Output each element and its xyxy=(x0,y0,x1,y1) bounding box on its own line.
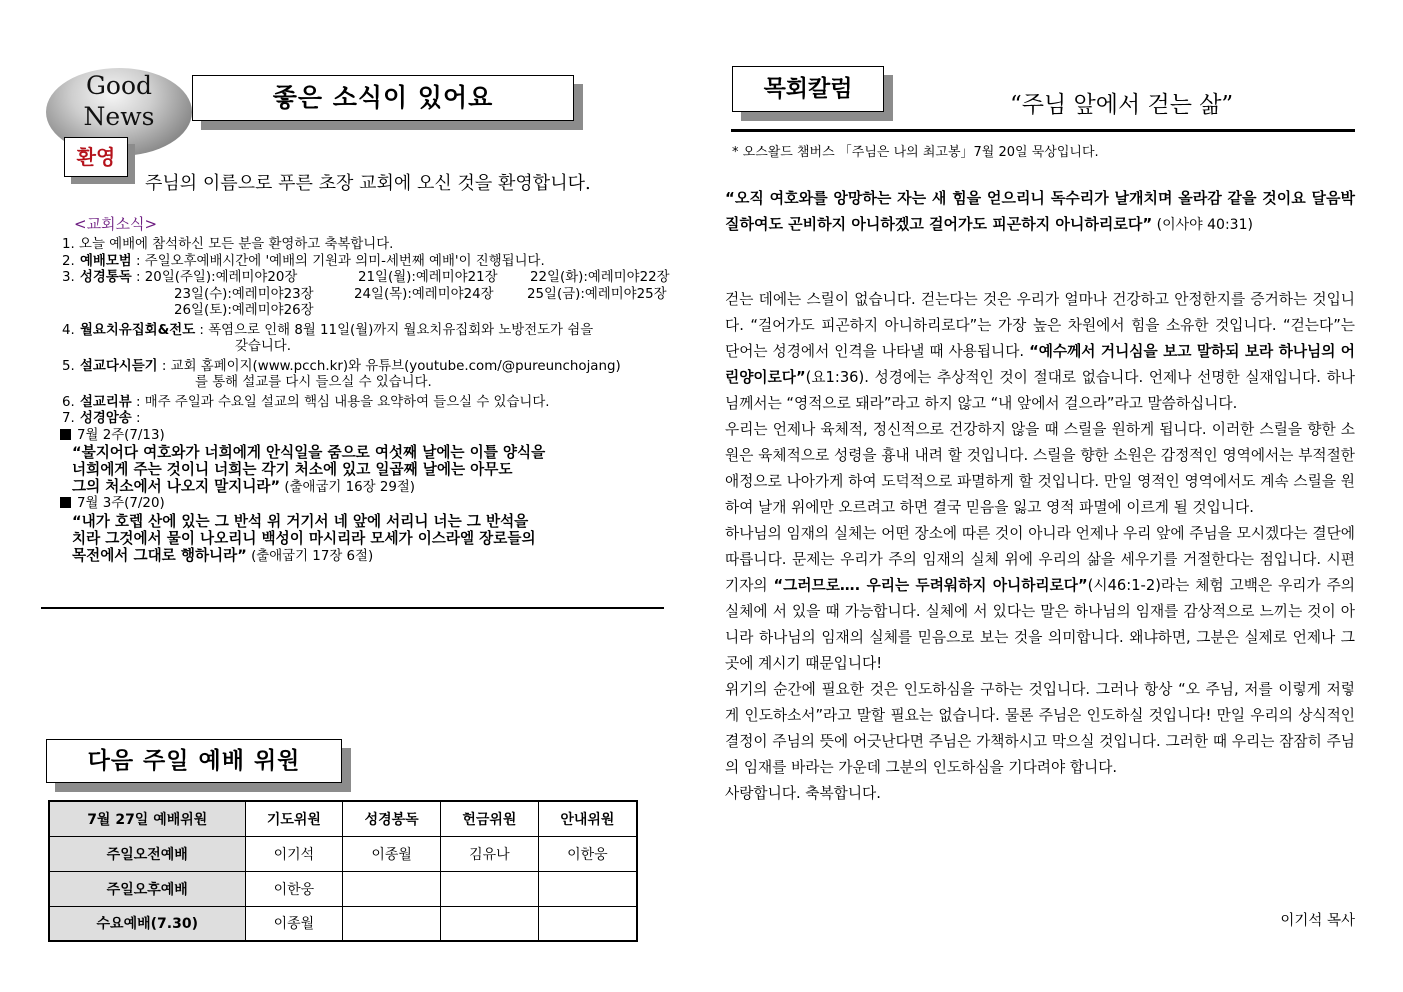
worship-duty-table xyxy=(48,800,638,942)
column-source-note: * 오스왈드 챔버스 「주님은 나의 최고봉」7월 20일 묵상입니다. xyxy=(732,145,1099,160)
memory-week-3 xyxy=(60,496,702,513)
table-cell xyxy=(441,871,539,906)
news-item-label: 월요치유집회&전도 xyxy=(80,322,196,338)
news-item-3-cont xyxy=(62,287,702,304)
memory-verse-line: 치라 그것에서 물이 나오리니 백성이 마시리라 모세가 이스라엘 장로들의 xyxy=(72,529,536,547)
memory-verse-text: 목전에서 그대로 행하니라” xyxy=(72,546,247,564)
table-header-cell: 기도위원 xyxy=(245,801,343,836)
memory-verse-line xyxy=(62,547,702,565)
news-item-1: 1. 오늘 예배에 참석하신 모든 분을 환영하고 축복합니다. xyxy=(62,237,394,252)
paragraph-text: (시46:1-2)라는 체험 고백은 우리가 주의 실체에 서 있을 때 가능합니다. 실체에 서 있다는 말은 하나님의 임재를 감상적으로 느끼는 것이 아니라 하나님의 임재의 실체를 믿음으로 보는 것을 의미합니다. 왜냐하면, 그분은 실제로 언제나 그곳에 계시기 때문입니다! xyxy=(725,577,1355,672)
scripture-text: “오직 여호와를 앙망하는 자는 새 힘을 얻으리니 독수리가 날개치며 올라감 같을 것이요 달음박질하여도 곤비하지 아니하겠고 걸어가도 피곤하지 아니하리로다” xyxy=(725,189,1355,233)
news-item-number: 3. xyxy=(62,270,75,285)
memory-week-2 xyxy=(60,428,702,445)
memory-verse-ref: (출애굽기 17장 6절) xyxy=(246,548,374,564)
news-item-text: : xyxy=(131,411,141,426)
column-paragraph: 우리는 언제나 육체적, 정신적으로 건강하지 않을 때 스릴을 원하게 됩니다. 이러한 스릴을 향한 소원은 육체적으로 성령을 흉내 내려 할 것입니다. 스릴을 향한 소원은 감정적인 영역에서는 부적절한 애정으로 나아가게 하여 도덕적으로 파멸하게 할 것입니다. 만일 영적인 영역에서도 계속 스릴을 원하여 날개 위에만 오르려고 하면 결국 믿음을 잃고 영적 파멸에 이르게 될 것입니다. xyxy=(725,421,1355,516)
table-cell: 이종월 xyxy=(343,836,441,871)
table-cell xyxy=(343,871,441,906)
news-item-number: 7. xyxy=(62,411,75,426)
news-item-text: : xyxy=(131,270,145,285)
table-cell xyxy=(441,906,539,941)
table-row xyxy=(49,906,637,941)
news-item-7 xyxy=(62,411,702,428)
column-paragraph xyxy=(725,287,1355,417)
table-cell: 이종월 xyxy=(245,906,343,941)
column-title: “주님 앞에서 걷는 삶” xyxy=(1010,92,1234,118)
memory-verse-line: “불지어다 여호와가 너희에게 안식일을 줌으로 여섯째 날에는 이틀 양식을 xyxy=(72,444,546,461)
table-header-cell: 성경봉독 xyxy=(343,801,441,836)
good-news-badge-line2: News xyxy=(83,102,155,131)
table-cell xyxy=(538,906,637,941)
news-item-label: 설교다시듣기 xyxy=(80,358,158,374)
scripture-ref: (이사야 40:31) xyxy=(1152,217,1253,233)
news-item-3-cont xyxy=(62,303,702,320)
paragraph-quote: “그러므로…. 우리는 두려워하지 아니하리로다” xyxy=(773,577,1088,594)
reading-day: 25일(금):예레미야25장 xyxy=(527,286,667,302)
news-item-number: 2. xyxy=(62,253,75,269)
news-item-4 xyxy=(62,323,702,340)
memory-week-label: 7월 2주(7/13) xyxy=(77,427,165,443)
table-row-label: 주일오전예배 xyxy=(49,836,245,871)
news-item-number: 4. xyxy=(62,322,75,338)
table-row-label: 주일오후예배 xyxy=(49,871,245,906)
news-item-2 xyxy=(62,254,702,271)
table-row xyxy=(49,836,637,871)
pastor-column-tag: 목회칼럼 xyxy=(732,66,884,112)
memory-verse-line xyxy=(62,478,702,496)
memory-verse-text: 그의 처소에서 나오지 말지니라” xyxy=(72,478,281,495)
church-news-title: <교회소식> xyxy=(74,215,158,233)
news-item-5-cont: 를 통해 설교를 다시 들으실 수 있습니다. xyxy=(195,375,432,390)
square-bullet-icon xyxy=(60,429,71,440)
paragraph-quote: “예수께서 거니심을 보고 말하되 보라 하나님의 어린양이로다” xyxy=(725,343,1355,386)
next-week-title: 다음 주일 예배 위원 xyxy=(46,739,342,783)
reading-day: 22일(화):예레미야22장 xyxy=(530,270,670,285)
column-scripture xyxy=(725,185,1355,238)
news-item-label: 성경통독 xyxy=(80,270,132,285)
table-cell xyxy=(343,906,441,941)
news-item-6 xyxy=(62,395,702,412)
memory-verse-line: “내가 호렙 산에 있는 그 반석 위 거기서 네 앞에 서리니 너는 그 반석을 xyxy=(72,512,529,530)
news-item-4-cont: 갖습니다. xyxy=(235,339,291,354)
news-item-text: : 주일오후예배시간에 '예배의 기원과 의미-세번째 예배'이 진행됩니다. xyxy=(131,253,545,269)
news-item-text: : 교회 홈페이지(www.pcch.kr)와 유튜브(youtube.com/@pureunchojang) xyxy=(157,358,621,374)
paragraph-text: (요1:36). 성경에는 추상적인 것이 절대로 없습니다. 언제나 선명한 실재입니다. 하나님께서는 “영적으로 돼라”라고 하지 않고 “내 앞에서 걸으라”라고 말씀하십니다. xyxy=(725,369,1355,412)
reading-day: 24일(목):예레미야24장 xyxy=(354,286,494,302)
news-item-label: 예배모범 xyxy=(80,253,132,269)
welcome-text: 주님의 이름으로 푸른 초장 교회에 오신 것을 환영합니다. xyxy=(145,173,591,194)
reading-day: 20일(주일):예레미야20장 xyxy=(144,270,298,285)
welcome-tag: 환영 xyxy=(64,137,128,177)
column-paragraph: 위기의 순간에 필요한 것은 인도하심을 구하는 것입니다. 그러나 항상 “오 주님, 저를 이렇게 저렇게 인도하소서”라고 말할 필요는 없습니다. 물론 주님은 인도하실 것입니다! 만일 우리의 상식적인 결정이 주님의 뜻에 어긋난다면 주님은 가책하시고 막으실 것입니다. 그러한 때 우리는 잠잠히 주님의 임재를 바라는 가운데 그분의 인도하심을 기다려야 합니다. xyxy=(725,681,1355,776)
news-item-number: 5. xyxy=(62,358,75,374)
pastor-signature: 이기석 목사 xyxy=(1280,913,1355,929)
memory-week-label: 7월 3주(7/20) xyxy=(77,496,165,511)
paragraph-text: 걷는 데에는 스릴이 없습니다. 걷는다는 것은 우리가 얼마나 건강하고 안정한지를 증거하는 것입니다. “걸어가도 피곤하지 아니하리로다”는 가장 높은 차원에서 힘을 소유한 것입니다. “걷는다”는 단어는 성경에서 인격을 나타낼 때 사용됩니다. xyxy=(725,291,1355,360)
square-bullet-icon xyxy=(60,497,71,508)
news-item-label: 설교리뷰 xyxy=(80,394,132,410)
paragraph-text: 하나님의 임재의 실체는 어떤 장소에 따른 것이 아니라 언제나 우리 앞에 주님을 모시겠다는 결단에 따릅니다. 문제는 우리가 주의 임재의 실체 위에 우리의 삶을 세우기를 거절한다는 점입니다. 시편 기자의 xyxy=(725,525,1355,594)
table-cell: 김유나 xyxy=(441,836,539,871)
table-row xyxy=(49,871,637,906)
table-header-row xyxy=(49,801,637,836)
good-news-badge-line1: Good xyxy=(85,71,153,100)
church-news-list xyxy=(62,237,702,565)
table-header-cell: 안내위원 xyxy=(538,801,637,836)
table-header-cell: 헌금위원 xyxy=(441,801,539,836)
news-item-5 xyxy=(62,359,702,376)
news-item-label: 성경암송 xyxy=(80,411,132,426)
table-cell: 이한웅 xyxy=(538,836,637,871)
table-cell xyxy=(538,871,637,906)
column-divider xyxy=(731,129,1355,132)
news-item-text: : 폭염으로 인해 8월 11일(월)까지 월요치유집회와 노방전도가 쉼을 xyxy=(195,322,594,338)
section-divider xyxy=(41,607,664,609)
table-cell: 이한웅 xyxy=(245,871,343,906)
good-news-title: 좋은 소식이 있어요 xyxy=(192,75,574,121)
table-row-label: 수요예배(7.30) xyxy=(49,906,245,941)
table-header-cell: 7월 27일 예배위원 xyxy=(49,801,245,836)
reading-day: 21일(월):예레미야21장 xyxy=(358,270,498,285)
column-paragraph xyxy=(725,521,1355,677)
table-cell: 이기석 xyxy=(245,836,343,871)
reading-day: 23일(수):예레미야23장 xyxy=(174,286,314,302)
column-paragraph: 사랑합니다. 축복합니다. xyxy=(725,785,881,802)
memory-verse-line: 너희에게 주는 것이니 너희는 각기 처소에 있고 일곱째 날에는 아무도 xyxy=(72,461,513,478)
news-item-3 xyxy=(62,270,702,287)
reading-day: 26일(토):예레미야26장 xyxy=(174,303,314,318)
memory-verse-ref: (출애굽기 16장 29절) xyxy=(280,480,416,495)
column-body xyxy=(725,287,1355,807)
news-item-text: : 매주 주일과 수요일 설교의 핵심 내용을 요약하여 들으실 수 있습니다. xyxy=(131,394,550,410)
news-item-number: 6. xyxy=(62,394,75,410)
